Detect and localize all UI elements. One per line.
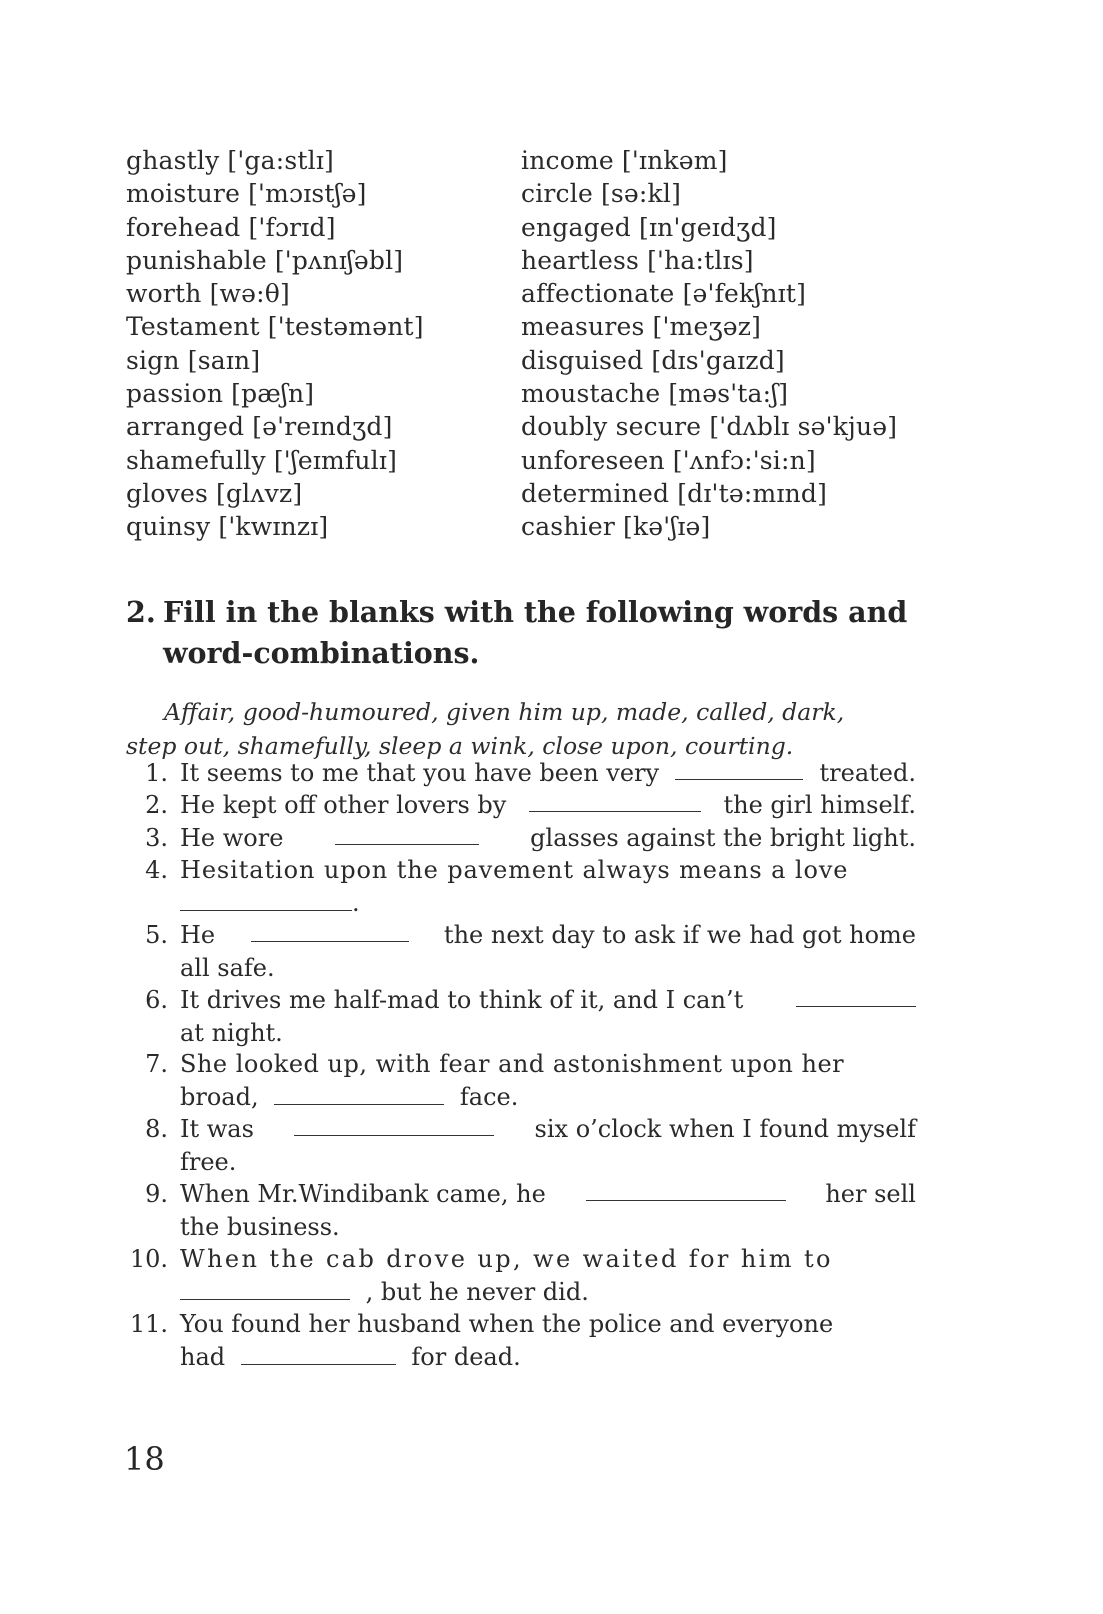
exercise-text: the girl himself. [723,791,916,819]
vocab-item [126,510,424,543]
vocab-word: circle [521,179,593,209]
exercise-item [126,1048,916,1114]
vocab-transcription: ['ʌnfɔ:'si:n] [672,445,816,475]
exercise-number: 9. [145,1180,168,1208]
vocabulary-right-column [521,144,897,544]
exercise-text: It drives me half-mad to think of it, and I can’t [180,986,744,1014]
vocab-transcription: ['kwɪnzɪ] [218,512,329,542]
vocab-transcription: [pæʃn] [231,379,315,409]
vocab-item [126,444,424,477]
vocab-transcription: ['fɔrɪd] [248,212,336,242]
answer-blank[interactable] [586,1178,786,1201]
exercise-text: had [180,1343,226,1371]
vocab-item [521,177,897,210]
vocab-word: quinsy [126,512,211,542]
vocab-word: gloves [126,478,208,508]
vocab-transcription: [wə:θ] [209,279,290,309]
vocab-transcription: [glʌvz] [216,478,303,508]
vocab-item [521,310,897,343]
exercise-text: She looked up, with fear and astonishment upon her [180,1050,845,1078]
exercise-text: He wore [180,824,284,852]
exercise-number: 10. [129,1245,168,1273]
vocab-transcription: ['ʃeɪmfulɪ] [273,445,398,475]
vocab-item [126,211,424,244]
vocab-transcription: [dɪ'tə:mɪnd] [677,478,828,508]
answer-blank[interactable] [274,1082,444,1105]
exercise-text: at night. [180,1019,283,1047]
word-bank-line-2: step out, shamefully, sleep a wink, close upon, courting. [126,732,794,760]
exercise-item [126,1178,916,1244]
vocabulary-left-column [126,144,424,544]
exercise-number: 4. [145,856,168,884]
vocab-word: determined [521,478,670,508]
vocab-transcription: [sə:kl] [600,179,682,209]
exercise-text: the next day to ask if we had got home [443,921,916,949]
vocab-transcription: ['dʌblɪ sə'kjuə] [709,412,898,442]
task-number: 2. [126,595,156,629]
vocab-item [521,211,897,244]
exercise-text: glasses against the bright light. [530,824,916,852]
vocab-item [521,477,897,510]
vocab-transcription: ['pʌnɪʃəbl] [274,245,404,275]
vocab-transcription: ['ha:tlɪs] [647,245,754,275]
vocab-item [521,144,897,177]
exercise-text: for dead. [411,1343,521,1371]
answer-blank[interactable] [675,757,803,780]
vocab-word: ghastly [126,146,220,175]
page-number: 18 [124,1440,165,1478]
exercise-item [126,1113,916,1179]
exercise-text: He kept off other lovers by [180,791,507,819]
exercise-text: treated. [819,759,916,787]
vocab-transcription: [ə'reɪndʒd] [252,412,393,442]
exercise-text: broad, [180,1083,259,1111]
vocab-item [126,144,424,177]
answer-blank[interactable] [251,919,409,942]
vocab-transcription: ['testəmənt] [267,312,424,342]
vocab-word: heartless [521,245,640,275]
vocab-word: cashier [521,512,615,542]
vocab-transcription: ['ga:stlɪ] [227,146,334,175]
exercise-text: six o’clock when I found myself [534,1115,916,1143]
exercise-text: the business. [180,1213,340,1241]
vocab-transcription: ['ɪnkəm] [621,146,728,175]
exercise-item [126,984,916,1050]
vocab-item [126,310,424,343]
word-bank-line-1: Affair, good-humoured, given him up, made, called, dark, [164,698,845,726]
exercise-number: 5. [145,921,168,949]
vocab-transcription: [ɪn'geɪdʒd] [639,212,777,242]
vocab-word: shamefully [126,445,266,475]
vocab-item [521,444,897,477]
vocab-word: arranged [126,412,245,442]
vocab-word: moustache [521,379,661,409]
exercise-text: all safe. [180,954,275,982]
word-bank [126,695,918,763]
vocab-transcription: ['meʒəz] [652,312,762,342]
vocab-item [126,344,424,377]
vocab-item [521,277,897,310]
exercise-text: It was [180,1115,254,1143]
vocab-word: engaged [521,212,632,242]
task-title-line-2: word-combinations. [163,636,480,670]
answer-blank[interactable] [180,888,352,911]
vocab-item [521,410,897,443]
task-title-line-1: Fill in the blanks with the following words and [163,595,908,629]
vocab-item [126,477,424,510]
vocab-transcription: [ə'fekʃnɪt] [682,279,807,309]
exercise-text: , but he never did. [365,1278,589,1306]
exercise-number: 8. [145,1115,168,1143]
vocab-word: passion [126,379,224,409]
exercise-text: free. [180,1148,237,1176]
vocab-transcription: [məs'ta:ʃ] [668,379,789,409]
vocab-item [126,177,424,210]
exercise-number: 6. [145,986,168,1014]
vocab-transcription: [kə'ʃɪə] [622,512,711,542]
answer-blank[interactable] [180,1277,350,1300]
vocab-item [521,244,897,277]
vocab-word: unforeseen [521,445,665,475]
vocab-word: doubly secure [521,412,702,442]
vocab-word: forehead [126,212,241,242]
exercise-text: her sell [825,1180,916,1208]
exercise-number: 11. [129,1310,168,1338]
vocab-word: Testament [126,312,260,342]
exercise-item [126,757,916,790]
vocab-word: sign [126,345,180,375]
exercise-number: 3. [145,824,168,852]
vocab-word: disguised [521,345,644,375]
exercise-item [126,1308,916,1374]
exercise-text: When the cab drove up, we waited for him to [180,1245,833,1273]
answer-blank[interactable] [335,822,479,845]
task-heading [126,592,926,674]
exercise-text: It seems to me that you have been very [180,759,660,787]
exercise-text: He [180,921,216,949]
exercise-item [126,822,916,855]
exercise-text: Hesitation upon the pavement always means a love [180,856,849,884]
vocab-item [126,244,424,277]
answer-blank[interactable] [241,1342,396,1365]
vocab-word: affectionate [521,279,675,309]
exercise-item [126,789,916,822]
exercise-text: face. [459,1083,519,1111]
vocab-word: moisture [126,179,241,209]
vocab-item [126,377,424,410]
answer-blank[interactable] [529,789,701,812]
exercise-number: 1. [145,759,168,787]
answer-blank[interactable] [796,984,916,1007]
vocab-transcription: [saɪn] [187,345,261,375]
exercise-item [126,1243,916,1309]
answer-blank[interactable] [294,1113,494,1136]
exercise-text: When Mr.Windibank came, he [180,1180,546,1208]
exercise-number: 7. [145,1050,168,1078]
vocab-word: measures [521,312,645,342]
exercise-item [126,919,916,985]
exercise-number: 2. [145,791,168,819]
exercise-item [126,854,916,920]
vocab-item [521,377,897,410]
vocab-transcription: ['mɔɪstʃə] [248,179,367,209]
exercise-text: . [352,889,360,917]
vocab-item [521,344,897,377]
vocab-transcription: [dɪs'gaɪzd] [651,345,785,375]
vocab-item [126,277,424,310]
vocab-word: worth [126,279,202,309]
vocab-item [126,410,424,443]
vocab-item [521,510,897,543]
vocab-word: punishable [126,245,267,275]
vocab-word: income [521,146,614,175]
exercise-text: You found her husband when the police and everyone [180,1310,834,1338]
